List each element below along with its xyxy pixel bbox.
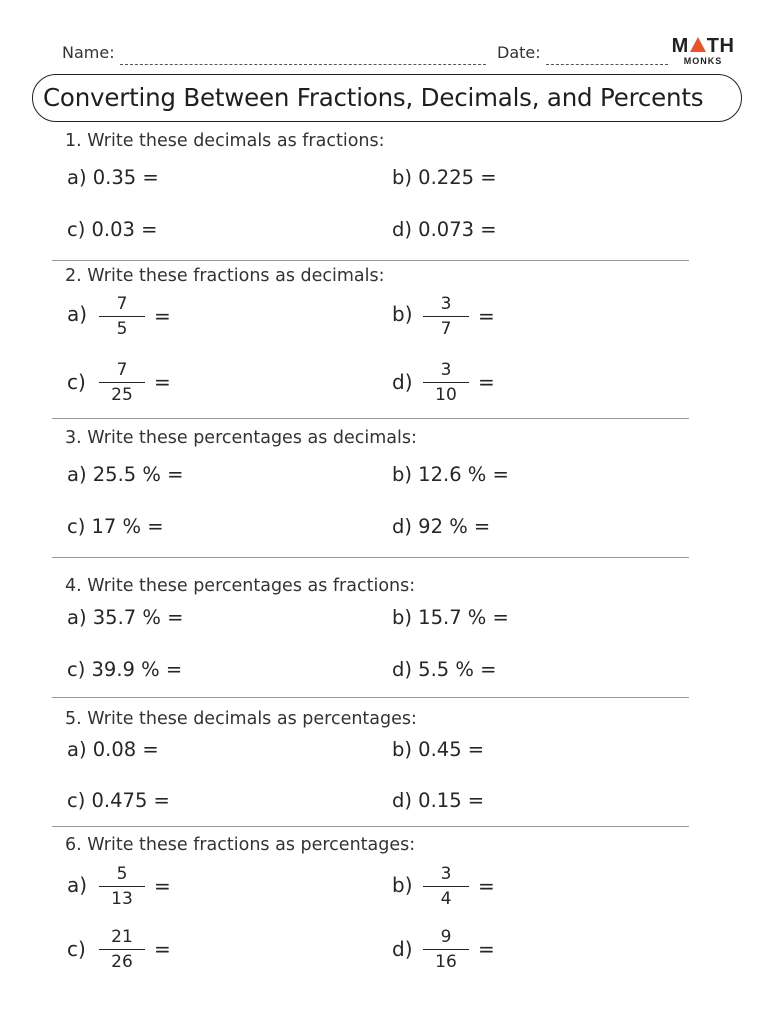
numerator: 3 — [440, 864, 452, 884]
section-6-item-a-fraction — [99, 862, 145, 911]
numerator: 21 — [111, 927, 133, 947]
logo-text-right: TH — [706, 35, 735, 57]
numerator: 3 — [440, 360, 452, 380]
section-2-item-b-label: b) — [392, 302, 413, 326]
numerator: 5 — [116, 864, 128, 884]
section-6-title: 6. Write these fractions as percentages: — [65, 835, 416, 855]
equals-sign: = — [478, 304, 495, 328]
section-2-item-c-label: c) — [67, 370, 86, 394]
equals-sign: = — [478, 937, 495, 961]
denominator: 4 — [440, 889, 452, 909]
section-4-title: 4. Write these percentages as fractions: — [65, 576, 416, 596]
equals-sign: = — [154, 370, 171, 394]
section-5-item-d: d) 0.15 = — [392, 789, 485, 812]
section-2-item-a-fraction — [99, 292, 145, 341]
denominator: 26 — [111, 952, 133, 972]
denominator: 5 — [116, 319, 128, 339]
denominator: 10 — [435, 385, 457, 405]
section-6-item-d-label: d) — [392, 937, 413, 961]
denominator: 13 — [111, 889, 133, 909]
section-6-item-c-label: c) — [67, 937, 86, 961]
section-2-item-c-fraction — [99, 358, 145, 407]
section-5-title: 5. Write these decimals as percentages: — [65, 709, 417, 729]
section-4-item-d: d) 5.5 % = — [392, 658, 497, 681]
section-2-item-d-label: d) — [392, 370, 413, 394]
section-1-item-c: c) 0.03 = — [67, 218, 158, 241]
section-6-item-d-fraction — [423, 925, 469, 974]
date-field[interactable] — [546, 64, 668, 65]
logo-text-left: M — [671, 35, 689, 57]
name-field[interactable] — [120, 64, 486, 65]
section-divider — [52, 557, 689, 558]
logo-triangle-icon — [690, 37, 706, 52]
section-4-item-b: b) 15.7 % = — [392, 606, 509, 629]
section-6-item-c-fraction — [99, 925, 145, 974]
section-2-item-d-fraction — [423, 358, 469, 407]
section-5-item-a: a) 0.08 = — [67, 738, 159, 761]
equals-sign: = — [154, 304, 171, 328]
equals-sign: = — [154, 874, 171, 898]
equals-sign: = — [478, 874, 495, 898]
section-2-item-b-fraction — [423, 292, 469, 341]
section-3-item-a: a) 25.5 % = — [67, 463, 184, 486]
section-3-title: 3. Write these percentages as decimals: — [65, 428, 417, 448]
section-1-item-a: a) 0.35 = — [67, 166, 159, 189]
section-divider — [52, 260, 689, 261]
section-divider — [52, 418, 689, 419]
numerator: 9 — [440, 927, 452, 947]
date-label: Date: — [497, 43, 541, 62]
equals-sign: = — [154, 937, 171, 961]
section-2-item-a-label: a) — [67, 302, 88, 326]
section-4-item-a: a) 35.7 % = — [67, 606, 184, 629]
numerator: 7 — [116, 360, 128, 380]
section-5-item-c: c) 0.475 = — [67, 789, 170, 812]
section-divider — [52, 697, 689, 698]
section-divider — [52, 826, 689, 827]
section-3-item-b: b) 12.6 % = — [392, 463, 509, 486]
equals-sign: = — [478, 370, 495, 394]
section-1-item-b: b) 0.225 = — [392, 166, 497, 189]
logo-subtext: MONKS — [683, 56, 723, 66]
denominator: 16 — [435, 952, 457, 972]
section-3-item-d: d) 92 % = — [392, 515, 491, 538]
numerator: 7 — [116, 294, 128, 314]
math-monks-logo — [671, 36, 735, 66]
section-1-title: 1. Write these decimals as fractions: — [65, 131, 385, 151]
section-6-item-b-fraction — [423, 862, 469, 911]
section-4-item-c: c) 39.9 % = — [67, 658, 183, 681]
denominator: 7 — [440, 319, 452, 339]
section-1-item-d: d) 0.073 = — [392, 218, 497, 241]
section-5-item-b: b) 0.45 = — [392, 738, 485, 761]
numerator: 3 — [440, 294, 452, 314]
section-3-item-c: c) 17 % = — [67, 515, 164, 538]
page-title: Converting Between Fractions, Decimals, and Percents — [43, 83, 704, 112]
section-2-title: 2. Write these fractions as decimals: — [65, 266, 385, 286]
name-label: Name: — [62, 43, 115, 62]
denominator: 25 — [111, 385, 133, 405]
section-6-item-a-label: a) — [67, 873, 88, 897]
section-6-item-b-label: b) — [392, 873, 413, 897]
